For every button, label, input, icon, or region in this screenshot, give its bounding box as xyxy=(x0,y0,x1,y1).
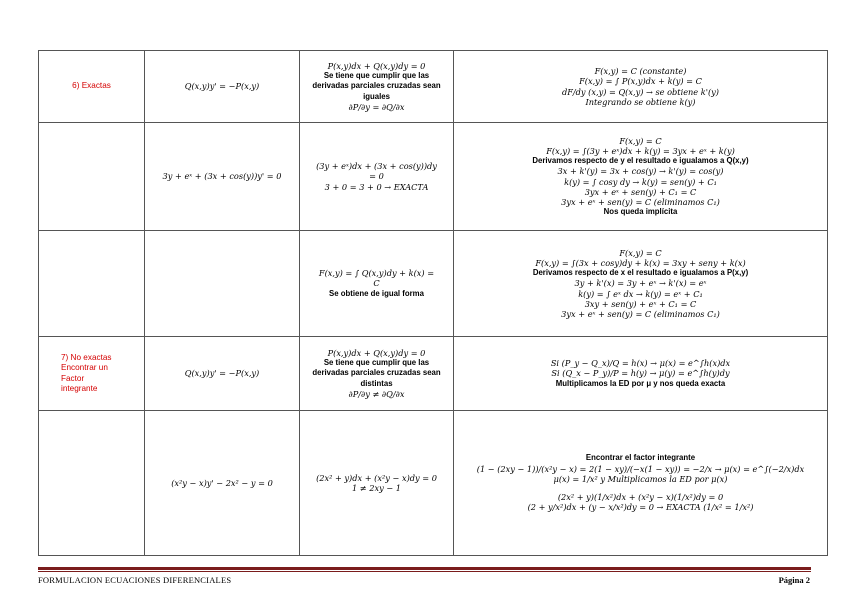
cond-line: C xyxy=(373,278,380,289)
solution-cell xyxy=(454,337,828,411)
page-number: Página 2 xyxy=(778,575,810,585)
cond-line: derivadas parciales cruzadas sean xyxy=(312,368,441,378)
row-label: 6) Exactas xyxy=(39,51,145,123)
label-line: 7) No exactas xyxy=(61,353,112,363)
sol-line: 3y + k'(x) = 3y + eˣ → k'(x) = eˣ xyxy=(574,278,707,289)
sol-line: 3xy + sen(y) + eˣ + C₁ = C xyxy=(584,298,697,309)
solution-cell xyxy=(454,231,828,337)
cond-line: 3 + 0 = 3 + 0 → EXACTA xyxy=(324,181,429,192)
condition-cell xyxy=(300,51,454,123)
sol-line: F(x,y) = ∫(3y + eˣ)dx + k(y) = 3yx + eˣ + k(y) xyxy=(546,145,735,156)
footer-divider-thin xyxy=(38,571,811,572)
formulas-table xyxy=(38,50,828,556)
spacer xyxy=(457,484,824,492)
row-label xyxy=(39,411,145,556)
condition-cell xyxy=(300,337,454,411)
table-row xyxy=(39,337,828,411)
cond-line: (3y + eˣ)dx + (3x + cos(y))dy xyxy=(316,161,437,172)
label-line: integrante xyxy=(61,383,98,393)
cond-line: Se tiene que cumplir que las xyxy=(323,358,430,368)
sol-line: (1 − (2xy − 1))/(x²y − x) = 2(1 − xy)/(−x(1 − xy)) = −2/x → μ(x) = e^∫(−2/x)dx xyxy=(476,463,805,474)
sol-line: k(y) = ∫ cosy dy → k(y) = sen(y) + C₁ xyxy=(564,176,717,187)
cond-line: P(x,y)dx + Q(x,y)dy = 0 xyxy=(327,60,426,71)
cond-line: Se obtiene de igual forma xyxy=(329,288,424,298)
sol-line: k(y) = ∫ eˣ dx → k(y) = eˣ + C₁ xyxy=(578,288,703,299)
footer-divider xyxy=(38,567,811,570)
sol-line: 3yx + eˣ + sen(y) + C₁ = C xyxy=(584,186,697,197)
ed-cell: Q(x,y)y' = −P(x,y) xyxy=(145,51,300,123)
ed-cell xyxy=(145,231,300,337)
sol-line: F(x,y) = C xyxy=(619,247,662,258)
condition-cell xyxy=(300,123,454,231)
condition-cell xyxy=(300,411,454,556)
cond-line: (2x² + y)dx + (x²y − x)dy = 0 xyxy=(316,472,437,483)
condition-cell xyxy=(300,231,454,337)
cond-line: P(x,y)dx + Q(x,y)dy = 0 xyxy=(327,347,426,358)
sol-line: Encontrar el factor integrante xyxy=(585,453,696,463)
cond-line: distintas xyxy=(360,378,393,388)
table-row xyxy=(39,231,828,337)
cond-line: ∂P/∂y ≠ ∂Q/∂x xyxy=(348,388,405,399)
sol-line: Si (Q_x − P_y)/P = h(y) → μ(y) = e^∫h(y)dy xyxy=(551,368,730,379)
row-label xyxy=(39,231,145,337)
sol-line: F(x,y) = C xyxy=(619,135,662,146)
sol-line: (2x² + y)(1/x²)dx + (x²y − x)(1/x²)dy = 0 xyxy=(557,492,724,503)
sol-line: 3x + k'(y) = 3x + cos(y) → k'(y) = cos(y) xyxy=(557,166,724,177)
sol-line: (2 + y/x²)dx + (y − x/x²)dy = 0 → EXACTA (1/x² = 1/x²) xyxy=(527,502,754,513)
row-label xyxy=(39,123,145,231)
cond-line: = 0 xyxy=(369,171,384,182)
sol-line: F(x,y) = ∫(3x + cosy)dy + k(x) = 3xy + seny + k(x) xyxy=(535,257,746,268)
sol-line: 3yx + eˣ + sen(y) = C (eliminamos C₁) xyxy=(561,309,720,319)
footer-title: FORMULACION ECUACIONES DIFERENCIALES xyxy=(38,575,232,585)
sol-line: μ(x) = 1/x² y Multiplicamos la ED por μ(x) xyxy=(553,473,728,484)
cond-line: F(x,y) = ∫ Q(x,y)dy + k(x) = xyxy=(318,268,435,279)
ed-cell: (x²y − x)y' − 2x² − y = 0 xyxy=(145,411,300,556)
table-row xyxy=(39,123,828,231)
cond-line: 1 ≠ 2xy − 1 xyxy=(351,483,401,493)
cond-line: derivadas parciales cruzadas sean xyxy=(312,81,441,91)
ed-cell: 3y + eˣ + (3x + cos(y))y' = 0 xyxy=(145,123,300,231)
label-line: Factor xyxy=(61,373,85,383)
sol-line: Integrando se obtiene k(y) xyxy=(585,96,696,107)
label-line: Encontrar un xyxy=(61,363,108,373)
table-row xyxy=(39,411,828,556)
sol-line: Si (P_y − Q_x)/Q = h(x) → μ(x) = e^∫h(x)dx xyxy=(550,358,731,369)
solution-cell xyxy=(454,411,828,556)
sol-line: F(x,y) = C (constante) xyxy=(594,66,687,77)
sol-line: 3yx + eˣ + sen(y) = C (eliminamos C₁) xyxy=(561,196,720,207)
cond-line: iguales xyxy=(363,91,390,101)
sol-line: Derivamos respecto de x el resultado e igualamos a P(x,y) xyxy=(532,268,749,278)
sol-line: Derivamos respecto de y el resultado e igualamos a Q(x,y) xyxy=(532,156,749,166)
sol-line: F(x,y) = ∫ P(x,y)dx + k(y) = C xyxy=(579,76,702,87)
sol-line: dF/dy (x,y) = Q(x,y) → se obtiene k'(y) xyxy=(562,86,719,97)
table-row xyxy=(39,51,828,123)
row-label xyxy=(39,337,145,411)
solution-cell xyxy=(454,123,828,231)
cond-line: ∂P/∂y = ∂Q/∂x xyxy=(348,101,405,112)
cond-line: Se tiene que cumplir que las xyxy=(323,71,430,81)
sol-line: Nos queda implícita xyxy=(603,207,678,217)
solution-cell xyxy=(454,51,828,123)
ed-cell: Q(x,y)y' = −P(x,y) xyxy=(145,337,300,411)
sol-line: Multiplicamos la ED por μ y nos queda exacta xyxy=(555,378,726,388)
